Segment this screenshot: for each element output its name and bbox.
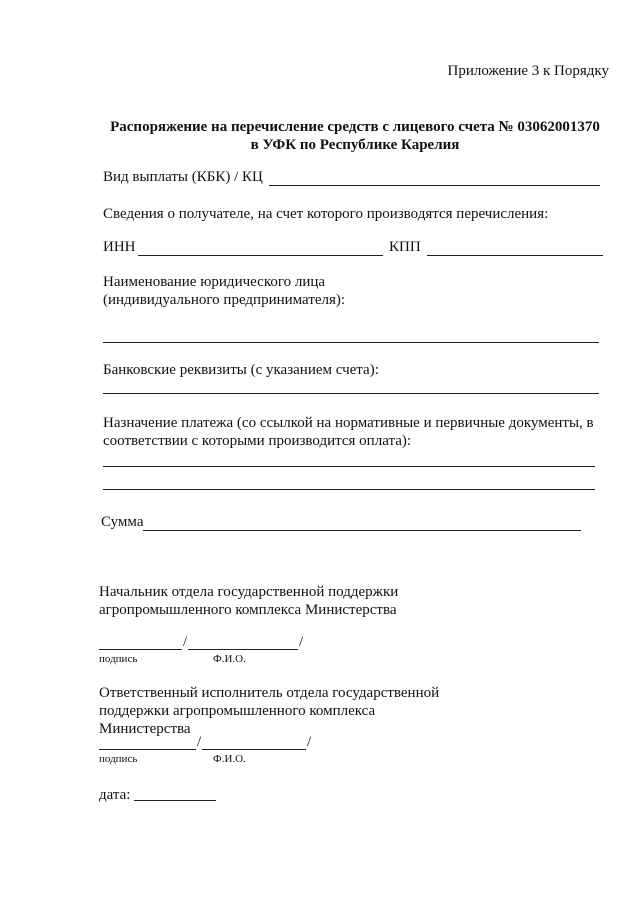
bank-details-field[interactable] xyxy=(103,393,599,394)
executor-name-caption: Ф.И.О. xyxy=(213,753,246,765)
recipient-info-label: Сведения о получателе, на счет которого производятся перечисления: xyxy=(103,206,549,222)
executor-signatory-line-1: Ответственный исполнитель отдела государственной xyxy=(99,685,440,701)
executor-signature-slash: / xyxy=(197,734,202,750)
executor-signatory-line-3: Министерства xyxy=(99,721,191,737)
executor-signatory-title xyxy=(99,684,439,738)
payment-type-label: Вид выплаты (КБК) / КЦ xyxy=(103,169,263,185)
head-name-caption: Ф.И.О. xyxy=(213,653,246,665)
payment-purpose-line-2: соответствии с которыми производится оплата): xyxy=(103,433,412,449)
title-line-1: Распоряжение на перечисление средств с лицевого счета № 03062001370 xyxy=(110,119,600,135)
head-signatory-title xyxy=(99,583,398,619)
head-sign-caption: подпись xyxy=(99,653,138,665)
head-signatory-line-1: Начальник отдела государственной поддержки xyxy=(99,584,399,600)
payment-purpose-label xyxy=(103,414,594,450)
inn-field[interactable] xyxy=(138,241,384,256)
head-signature-slash: / xyxy=(183,634,188,650)
kpp-label: КПП xyxy=(389,239,421,255)
sum-row xyxy=(101,513,581,531)
head-signatory-line-2: агропромышленного комплекса Министерства xyxy=(99,602,397,618)
entity-name-label xyxy=(103,273,345,309)
appendix-reference: Приложение 3 к Порядку xyxy=(447,63,609,79)
date-label: дата: xyxy=(99,787,131,803)
executor-name-field[interactable] xyxy=(202,749,306,750)
kpp-field[interactable] xyxy=(427,241,603,256)
entity-name-line-1: Наименование юридического лица xyxy=(103,274,326,290)
date-field[interactable] xyxy=(134,800,216,801)
payment-purpose-line-1: Назначение платежа (со ссылкой на нормативные и первичные документы, в xyxy=(103,415,594,431)
payment-type-row xyxy=(103,168,600,186)
head-name-slash: / xyxy=(299,634,304,650)
title-line-2: в УФК по Республике Карелия xyxy=(250,137,460,153)
head-name-field[interactable] xyxy=(188,649,298,650)
payment-purpose-field-1[interactable] xyxy=(103,466,595,467)
entity-name-line-2: (индивидуального предпринимателя): xyxy=(103,292,346,308)
sum-label: Сумма xyxy=(101,514,144,530)
sum-field[interactable] xyxy=(143,516,581,531)
payment-purpose-field-2[interactable] xyxy=(103,489,595,490)
kpp-row xyxy=(389,238,603,256)
payment-type-field[interactable] xyxy=(269,171,600,186)
bank-details-label: Банковские реквизиты (с указанием счета): xyxy=(103,362,379,378)
document-title xyxy=(90,118,620,154)
executor-sign-caption: подпись xyxy=(99,753,138,765)
entity-name-field[interactable] xyxy=(103,342,599,343)
executor-name-slash: / xyxy=(307,734,312,750)
inn-row xyxy=(103,238,383,256)
executor-signature-field[interactable] xyxy=(99,749,196,750)
inn-label: ИНН xyxy=(103,239,136,255)
executor-signatory-line-2: поддержки агропромышленного комплекса xyxy=(99,703,376,719)
head-signature-field[interactable] xyxy=(99,649,182,650)
